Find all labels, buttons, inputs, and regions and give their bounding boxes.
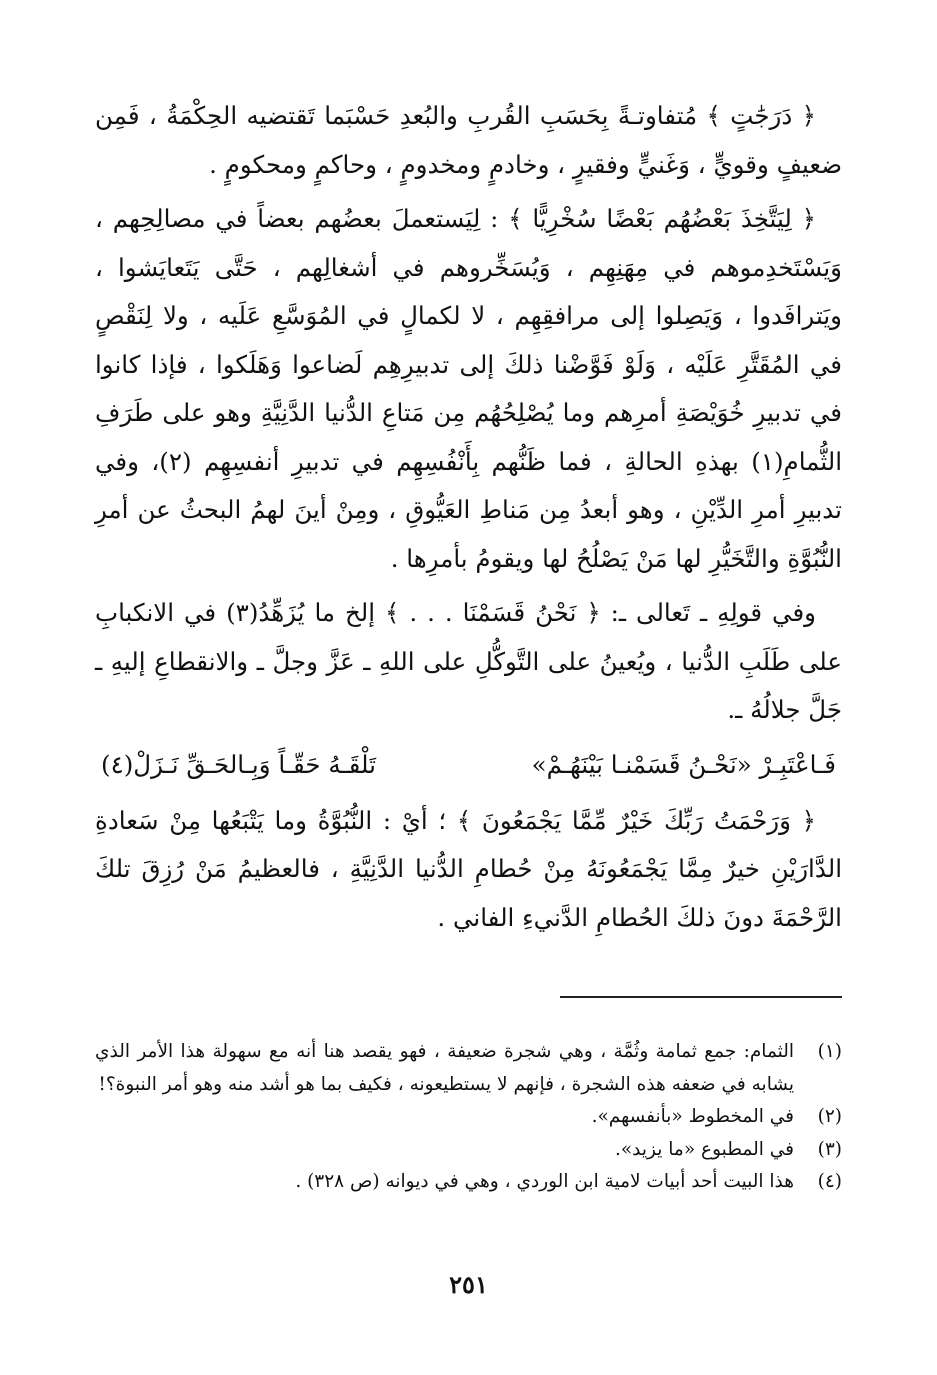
footnote-text: هذا البيت أحد أبيات لامية ابن الوردي ، وهي في ديوانه (ص ٣٢٨) . [295,1171,794,1192]
poem-second-hemistich: تَلْقَـهُ حَقّـاً وَبِـالحَـقِّ نَـزَلْ(٤) [101,749,376,779]
paragraph-1: ﴿ دَرَجَٰتٍ ﴾ مُتفاوتـةً بِحَسَبِ القُربِ والبُعدِ حَسْبَما تَقتضيه الحِكْمَةُ ، فَمِن ضعيفٍ وقويٍّ ، وَغَنيٍّ وفقيرٍ ، وخادمٍ ومخدومٍ ، وحاكمٍ ومحكومٍ . [95,101,842,179]
footnote-number: (٣) [817,1138,842,1160]
main-text [95,92,842,948]
footnote-item [95,1101,842,1134]
footnote-item [95,1166,842,1199]
paragraph-3: وفي قولِهِ ـ تَعالى ـ: ﴿ نَحْنُ قَسَمْنَا . . . ﴾ إلخ ما يُزَهِّدُ(٣) في الانكبابِ على طَلَبِ الدُّنيا ، ويُعينُ على التَّوكُّلِ على اللهِ ـ عَزَّ وجلَّ ـ والانقطاعِ إليهِ ـ جَلَّ جلالُهُ ـ. [95,598,842,724]
footnote-text: الثمام: جمع ثمامة وثُمَّة ، وهي شجرة ضعيفة ، فهو يقصد هنا أنه مع سهولة هذا الأمر الذي يشابه في ضعفه هذه الشجرة ، فإنهم لا يستطيعونه ، فكيف بما هو أشد منه وهو أمر النبوة؟! [95,1041,794,1095]
page-number: ٢٥١ [449,1270,488,1299]
footnote-text: في المخطوط «بأنفسهم». [591,1106,794,1127]
poem-first-hemistich: فَـاعْتَبِـرْ «نَحْـنُ قَسَمْنـا بَيْنَهُـمْ» [531,749,836,779]
poem-verse [95,741,842,789]
footnotes [95,1036,842,1199]
footnote-text: في المطبوع «ما يزيد». [614,1138,794,1160]
footnote-number: (٤) [817,1171,842,1192]
footnote-item [95,1134,842,1167]
footnote-separator [560,996,842,998]
footnote-number: (٢) [817,1106,842,1127]
paragraph-4: ﴿ وَرَحْمَتُ رَبِّكَ خَيْرٌ مِّمَّا يَجْمَعُونَ ﴾ ؛ أيْ : النُّبُوَّةُ وما يَتْبَعُها مِنْ سَعادةِ الدَّارَيْنِ خيرٌ مِمَّا يَجْمَعُونَهُ مِنْ حُطامِ الدُّنيا الدَّنِيَّةِ ، فالعظيمُ مَنْ رُزِقَ تلكَ الرَّحْمَةَ دونَ ذلكَ الحُطامِ الدَّنيءِ الفاني . [95,805,842,932]
footnote-number: (١) [817,1041,842,1062]
footnote-item [95,1036,842,1101]
paragraph-2: ﴿ لِيَتَّخِذَ بَعْضُهُم بَعْضًا سُخْرِيًّا ﴾ : لِيَستعملَ بعضُهم بعضاً في مصالِحِهم ، وَيَسْتَخدِموهم في مِهَنِهِم ، وَيُسَخِّروهم في أشغالِهم ، حَتَّى يَتَعايَشوا ، ويَترافَدوا ، وَيَصِلوا إلى مرافقِهِم ، لا لكمالٍ في المُوَسَّعِ عَلَيه ، ولا لِنَقْصٍ في المُقَتَّرِ عَلَيْه ، وَلَوْ فَوَّضْنا ذلكَ إلى تدبيرِهِم لَضاعوا وَهَلَكوا ، فإذا كانوا في تدبيرِ خُوَيْصَةِ أمرِهم وما يُصْلِحُهُم مِن مَتاعِ الدُّنيا الدَّنِيَّةِ وهو على طَرَفِ الثُّمامِ(١) بهذهِ الحالةِ ، فما ظَنُّهم بِأَنْفُسِهِم في تدبيرِ أنفسِهِم (٢)، وفي تدبيرِ أمرِ الدِّيْنِ ، وهو أبعدُ مِن مَناطِ العَيُّوقِ ، ومِنْ أينَ لهمُ البحثُ عن أمرِ النُّبُوَّةِ والتَّخَيُّرِ لها مَنْ يَصْلُحُ لها ويقومُ بأمرِها . [95,204,843,573]
